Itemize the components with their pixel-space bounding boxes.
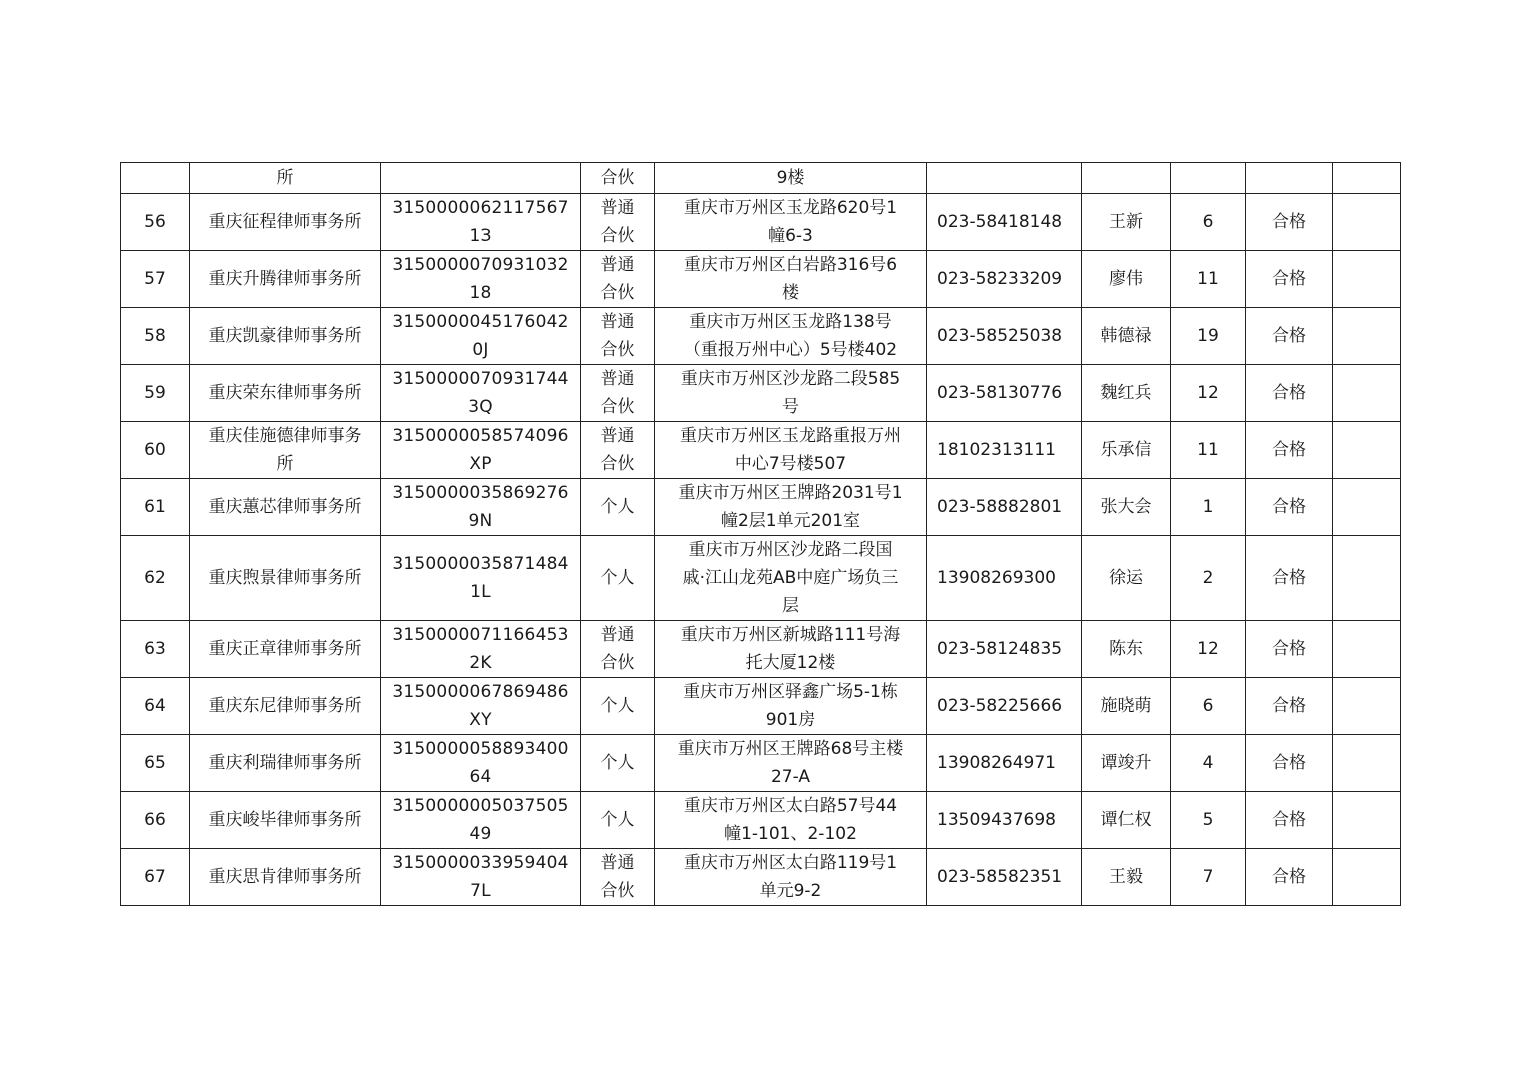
cell-org-form-line: 合伙: [600, 283, 635, 303]
cell-lawyer-count: 12: [1171, 365, 1246, 422]
cell-license-code: 3150000067869486XY: [381, 678, 581, 735]
cell-remark: [1333, 308, 1401, 365]
cell-address-line: 幢1-101、2-102: [724, 824, 857, 844]
cell-org-form-line: 合伙: [600, 881, 635, 901]
cell-no: 59: [121, 365, 190, 422]
cell-phone: 13509437698: [927, 792, 1082, 849]
cell-result: [1246, 163, 1333, 194]
cell-remark: [1333, 678, 1401, 735]
cell-result: 合格: [1246, 308, 1333, 365]
cell-org-form-line: 合伙: [600, 454, 635, 474]
cell-address-line: 重庆市万州区王牌路2031号1: [678, 483, 903, 503]
cell-address-line: 901房: [765, 710, 816, 730]
cell-phone: 023-58882801: [927, 479, 1082, 536]
cell-result: 合格: [1246, 792, 1333, 849]
cell-org-form: [581, 308, 655, 365]
cell-remark: [1333, 849, 1401, 906]
cell-remark: [1333, 792, 1401, 849]
cell-no: 62: [121, 536, 190, 621]
cell-org-form: [581, 536, 655, 621]
cell-firm-name: 重庆正章律师事务所: [190, 621, 381, 678]
cell-license-code: 31500000339594047L: [381, 849, 581, 906]
cell-org-form-line: 普通: [600, 625, 635, 645]
table-row: [121, 365, 1401, 422]
cell-org-form: [581, 422, 655, 479]
cell-org-form-line: 合伙: [600, 340, 635, 360]
cell-address-line: 幢2层1单元201室: [720, 511, 861, 531]
cell-license-code: 31500000358692769N: [381, 479, 581, 536]
cell-remark: [1333, 536, 1401, 621]
cell-phone: 13908269300: [927, 536, 1082, 621]
cell-address-line: 重庆市万州区王牌路68号主楼: [677, 739, 904, 759]
cell-org-form-line: 合伙: [600, 226, 635, 246]
cell-firm-name: 重庆峻毕律师事务所: [190, 792, 381, 849]
cell-no: 61: [121, 479, 190, 536]
cell-lawyer-count: 11: [1171, 251, 1246, 308]
cell-org-form: 合伙: [581, 163, 655, 194]
cell-firm-name-line: 所: [276, 454, 294, 474]
cell-org-form: [581, 251, 655, 308]
cell-remark: [1333, 163, 1401, 194]
cell-org-form-line: 个人: [600, 753, 635, 773]
cell-director: 王毅: [1082, 849, 1171, 906]
cell-license-code: 3150000058574096XP: [381, 422, 581, 479]
cell-director: 王新: [1082, 194, 1171, 251]
cell-org-form: [581, 365, 655, 422]
cell-director: 施晓萌: [1082, 678, 1171, 735]
cell-address-line: 楼: [782, 283, 799, 303]
cell-address-line: 重庆市万州区沙龙路二段国: [688, 540, 893, 560]
cell-lawyer-count: 4: [1171, 735, 1246, 792]
cell-address-line: 重庆市万州区太白路119号1: [683, 853, 898, 873]
table-row: [121, 792, 1401, 849]
cell-org-form-line: 普通: [600, 426, 635, 446]
cell-address: [655, 678, 927, 735]
cell-director: 乐承信: [1082, 422, 1171, 479]
cell-address-line: 单元9-2: [759, 881, 822, 901]
cell-org-form-line: 合伙: [600, 397, 635, 417]
cell-address: [655, 536, 927, 621]
cell-license-code: [381, 163, 581, 194]
cell-address-line: 托大厦12楼: [745, 653, 836, 673]
cell-director: 张大会: [1082, 479, 1171, 536]
cell-lawyer-count: 2: [1171, 536, 1246, 621]
cell-address-line: 重庆市万州区新城路111号海: [680, 625, 901, 645]
cell-director: [1082, 163, 1171, 194]
cell-remark: [1333, 479, 1401, 536]
cell-org-form: [581, 735, 655, 792]
cell-org-form: [581, 479, 655, 536]
cell-no: 57: [121, 251, 190, 308]
cell-lawyer-count: 6: [1171, 194, 1246, 251]
cell-lawyer-count: 1: [1171, 479, 1246, 536]
cell-no: 67: [121, 849, 190, 906]
table-row: [121, 422, 1401, 479]
cell-lawyer-count: 7: [1171, 849, 1246, 906]
cell-org-form-line: 个人: [600, 810, 635, 830]
cell-address: [655, 308, 927, 365]
cell-license-code: 31500000709317443Q: [381, 365, 581, 422]
cell-address-line: 中心7号楼507: [734, 454, 847, 474]
cell-address: [655, 621, 927, 678]
cell-lawyer-count: 6: [1171, 678, 1246, 735]
table-row: [121, 194, 1401, 251]
cell-license-code: 31500000621175671З: [381, 194, 581, 251]
cell-firm-name: 重庆升腾律师事务所: [190, 251, 381, 308]
cell-phone: 13908264971: [927, 735, 1082, 792]
table-row: [121, 621, 1401, 678]
cell-address: [655, 735, 927, 792]
table-row: [121, 849, 1401, 906]
cell-no: 56: [121, 194, 190, 251]
cell-address: [655, 251, 927, 308]
cell-license-code: 315000005889340064: [381, 735, 581, 792]
cell-no: 63: [121, 621, 190, 678]
cell-org-form: [581, 194, 655, 251]
cell-lawyer-count: 5: [1171, 792, 1246, 849]
cell-address-line: 重庆市万州区白岩路316号6: [683, 255, 898, 275]
cell-remark: [1333, 365, 1401, 422]
cell-license-code: 315000000503750549: [381, 792, 581, 849]
cell-lawyer-count: 12: [1171, 621, 1246, 678]
cell-phone: 023-58418148: [927, 194, 1082, 251]
cell-result: 合格: [1246, 194, 1333, 251]
cell-license-code: 315000007093103218: [381, 251, 581, 308]
cell-phone: 023-58582351: [927, 849, 1082, 906]
cell-license-code: 31500000358714841L: [381, 536, 581, 621]
cell-address: [655, 422, 927, 479]
cell-org-form-line: 个人: [600, 568, 635, 588]
cell-remark: [1333, 621, 1401, 678]
cell-address: [655, 194, 927, 251]
cell-firm-name: 重庆凯豪律师事务所: [190, 308, 381, 365]
cell-no: 58: [121, 308, 190, 365]
cell-no: 65: [121, 735, 190, 792]
cell-result: 合格: [1246, 536, 1333, 621]
cell-org-form: [581, 678, 655, 735]
table-row: [121, 536, 1401, 621]
cell-address-line: 号: [782, 397, 799, 417]
cell-org-form: [581, 849, 655, 906]
cell-license-code: 31500000711664532K: [381, 621, 581, 678]
cell-no: 64: [121, 678, 190, 735]
cell-address-line: 27-A: [770, 767, 811, 787]
cell-org-form-line: 普通: [600, 853, 635, 873]
cell-remark: [1333, 251, 1401, 308]
cell-director: 陈东: [1082, 621, 1171, 678]
cell-org-form-line: 个人: [600, 497, 635, 517]
cell-address-line: （重报万州中心）5号楼402: [683, 340, 898, 360]
cell-address-line: 重庆市万州区玉龙路138号: [689, 312, 892, 332]
cell-result: 合格: [1246, 621, 1333, 678]
cell-org-form-line: 普通: [600, 198, 635, 218]
cell-director: 徐运: [1082, 536, 1171, 621]
cell-address: [655, 479, 927, 536]
cell-address: [655, 365, 927, 422]
cell-org-form-line: 普通: [600, 369, 635, 389]
cell-no: 60: [121, 422, 190, 479]
cell-phone: 023-58124835: [927, 621, 1082, 678]
cell-phone: 023-58225666: [927, 678, 1082, 735]
cell-org-form: [581, 621, 655, 678]
cell-result: 合格: [1246, 422, 1333, 479]
cell-remark: [1333, 735, 1401, 792]
cell-remark: [1333, 194, 1401, 251]
cell-address-line: 重庆市万州区太白路57号44: [683, 796, 898, 816]
cell-phone: 023-58525038: [927, 308, 1082, 365]
cell-director: 韩德禄: [1082, 308, 1171, 365]
cell-license-code: 31500000451760420J: [381, 308, 581, 365]
cell-org-form-line: 普通: [600, 255, 635, 275]
table-row-continuation: [121, 163, 1401, 194]
cell-address-line: 层: [782, 596, 799, 616]
cell-firm-name: 重庆东尼律师事务所: [190, 678, 381, 735]
cell-firm-name: 重庆蕙芯律师事务所: [190, 479, 381, 536]
cell-director: 廖伟: [1082, 251, 1171, 308]
cell-director: 谭仁权: [1082, 792, 1171, 849]
cell-director: 魏红兵: [1082, 365, 1171, 422]
table-row: [121, 678, 1401, 735]
cell-phone: 18102313111: [927, 422, 1082, 479]
cell-director: 谭竣升: [1082, 735, 1171, 792]
cell-firm-name: 重庆煦景律师事务所: [190, 536, 381, 621]
cell-firm-name: 所: [190, 163, 381, 194]
table-row: [121, 308, 1401, 365]
cell-result: 合格: [1246, 849, 1333, 906]
cell-address: [655, 849, 927, 906]
cell-org-form-line: 个人: [600, 696, 635, 716]
cell-phone: 023-58130776: [927, 365, 1082, 422]
cell-firm-name: 重庆征程律师事务所: [190, 194, 381, 251]
cell-lawyer-count: [1171, 163, 1246, 194]
cell-result: 合格: [1246, 735, 1333, 792]
cell-result: 合格: [1246, 365, 1333, 422]
cell-result: 合格: [1246, 678, 1333, 735]
cell-address-line: 重庆市万州区驿鑫广场5-1栋: [683, 682, 898, 702]
cell-no: [121, 163, 190, 194]
cell-address-line: 幢6-3: [768, 226, 813, 246]
cell-phone: [927, 163, 1082, 194]
cell-no: 66: [121, 792, 190, 849]
cell-address-line: 戚·江山龙苑AB中庭广场负三: [682, 568, 899, 588]
cell-firm-name: 重庆荣东律师事务所: [190, 365, 381, 422]
table-row: [121, 735, 1401, 792]
table-body: [121, 163, 1401, 906]
table-row: [121, 479, 1401, 536]
law-firm-table: [120, 162, 1401, 906]
cell-address-line: 重庆市万州区沙龙路二段585: [680, 369, 901, 389]
cell-firm-name: 重庆利瑞律师事务所: [190, 735, 381, 792]
cell-result: 合格: [1246, 479, 1333, 536]
cell-result: 合格: [1246, 251, 1333, 308]
cell-firm-name-line: 重庆佳施德律师事务: [208, 426, 362, 446]
cell-address-line: 重庆市万州区玉龙路重报万州: [680, 426, 901, 446]
cell-org-form-line: 普通: [600, 312, 635, 332]
cell-firm-name: 重庆思肯律师事务所: [190, 849, 381, 906]
cell-lawyer-count: 11: [1171, 422, 1246, 479]
table-row: [121, 251, 1401, 308]
cell-remark: [1333, 422, 1401, 479]
cell-firm-name: [190, 422, 381, 479]
cell-org-form: [581, 792, 655, 849]
cell-org-form-line: 合伙: [600, 653, 635, 673]
cell-address: [655, 792, 927, 849]
cell-lawyer-count: 19: [1171, 308, 1246, 365]
cell-phone: 023-58233209: [927, 251, 1082, 308]
cell-address: 9楼: [655, 163, 927, 194]
cell-address-line: 重庆市万州区玉龙路620号1: [683, 198, 898, 218]
